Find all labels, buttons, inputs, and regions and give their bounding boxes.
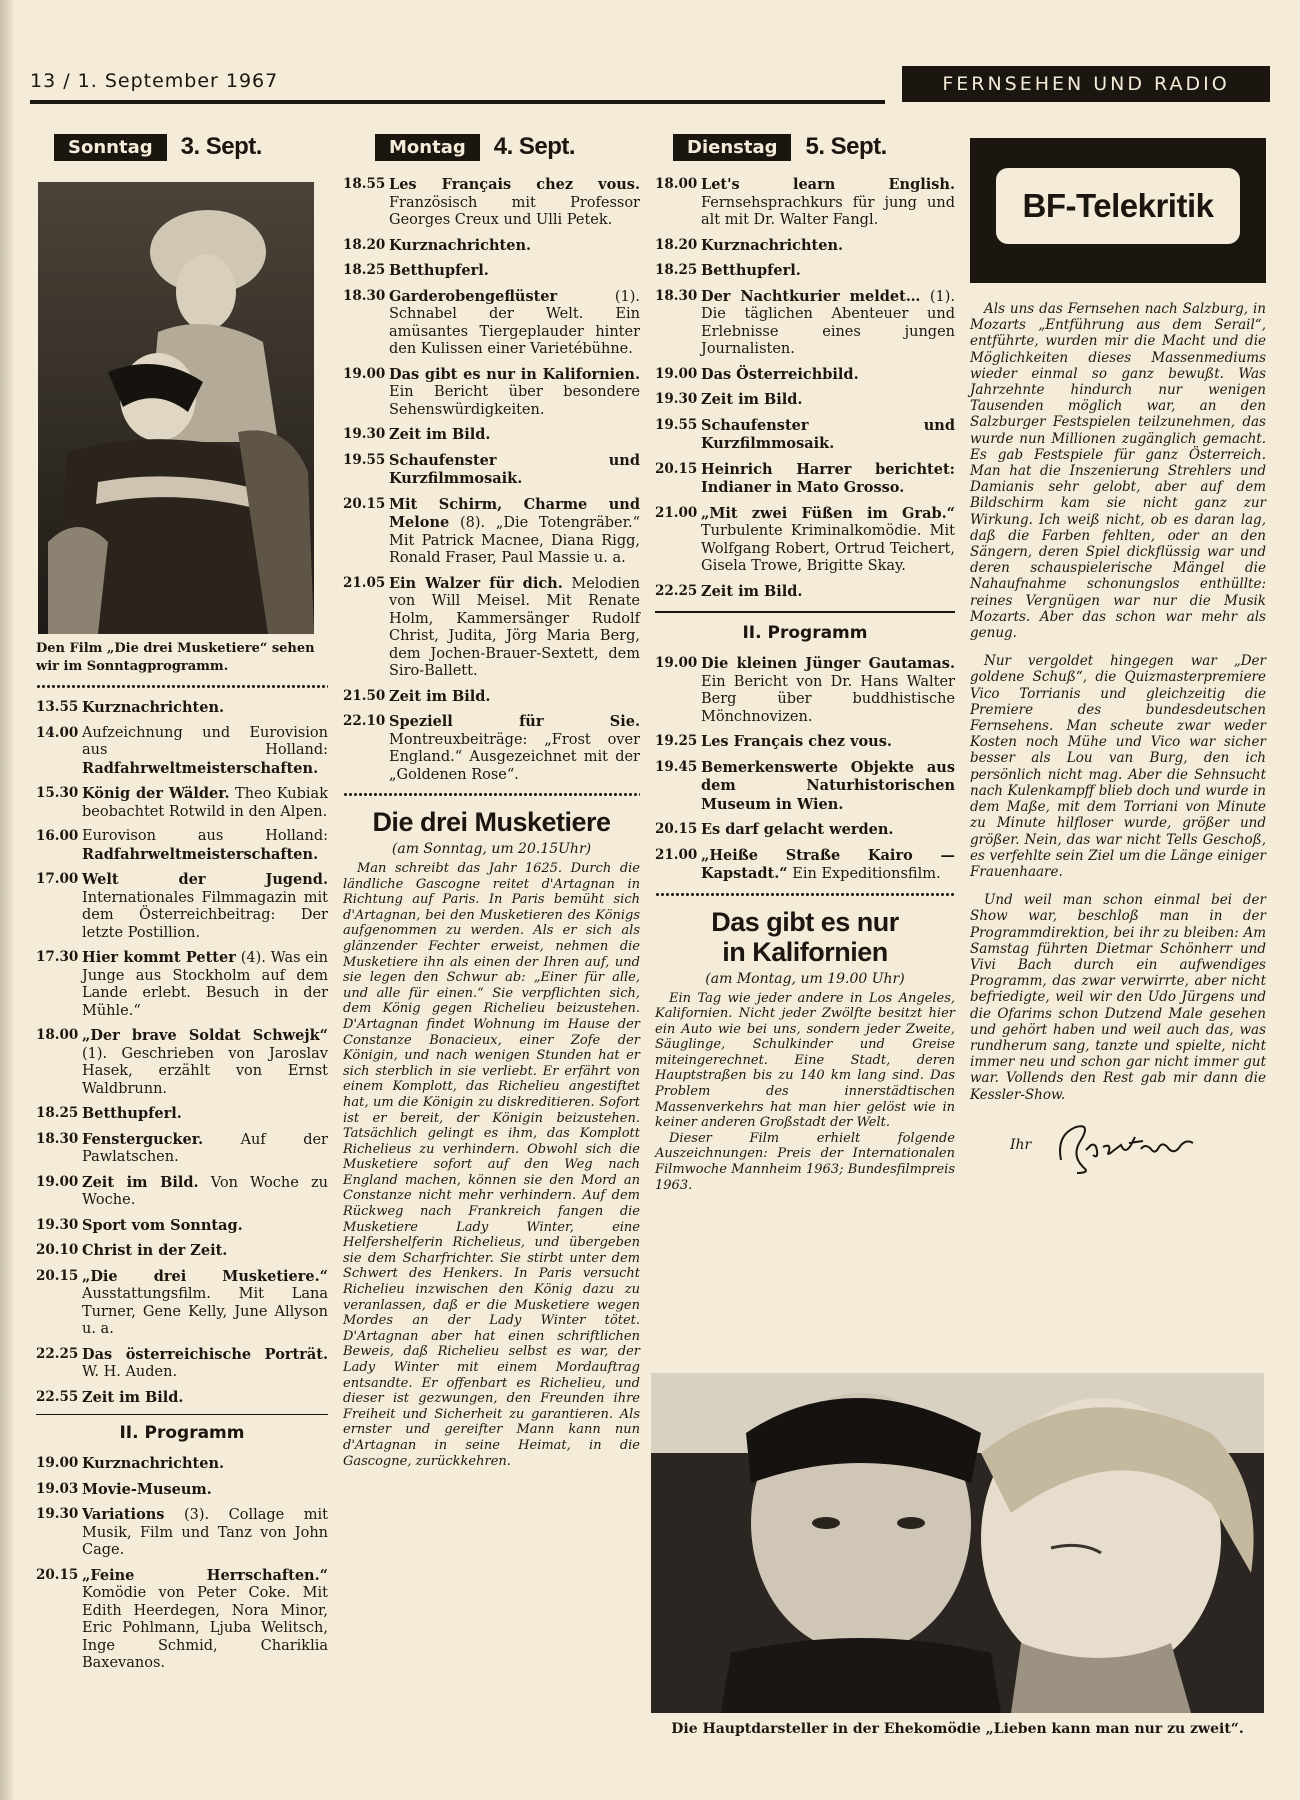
program-text: Aufzeichnung und Eurovision aus Holland:	[82, 724, 328, 758]
program-item	[655, 176, 955, 230]
divider	[655, 611, 955, 613]
program-title: Kurznachrichten.	[389, 236, 532, 254]
program-description	[389, 575, 640, 681]
program-description	[82, 699, 328, 718]
program-time: 18.25	[343, 262, 386, 278]
program-description	[701, 583, 955, 602]
day-label: Montag	[375, 134, 480, 161]
program-time: 18.00	[655, 176, 698, 192]
sunday-column	[36, 130, 328, 1680]
program-description	[389, 452, 640, 489]
program-description	[701, 847, 955, 884]
program-title: Schaufenster und Kurzfilmmosaik.	[701, 416, 955, 452]
program-text: Turbulente Kriminalkomödie. Mit Wolfgang Robert, Ortrud Teichert, Gisela Trowe, Brigitte Skay.	[701, 523, 955, 574]
program-time: 21.05	[343, 574, 386, 591]
photo-caption: Den Film „Die drei Musketiere“ sehen wir im Sonntagprogramm.	[36, 641, 315, 674]
program-time: 19.00	[655, 655, 698, 671]
program-item	[36, 1105, 328, 1124]
program-text: Komödie von Peter Coke. Mit Edith Heerdegen, Nora Minor, Eric Pohlmann, Ljuba Welitsch, Inge Schmid, Chariklia Baxevanos.	[82, 1585, 328, 1671]
program2-heading: II. Programm	[119, 1423, 245, 1443]
program-item	[655, 262, 955, 281]
tuesday-program2-list	[655, 655, 955, 884]
program-text: Montreuxbeiträge: „Frost over England.“ Ausgezeichnet mit der „Goldenen Rose“.	[389, 731, 640, 783]
page-number-date: 13 / 1. September 1967	[30, 70, 279, 92]
program-description	[389, 237, 640, 256]
program-title: Zeit im Bild.	[82, 1173, 199, 1191]
program-time: 20.15	[655, 460, 698, 477]
program-title: Fenstergucker.	[82, 1130, 204, 1148]
program-description	[82, 1506, 328, 1560]
divider	[36, 1414, 328, 1415]
program-description	[389, 688, 640, 707]
program-title: Zeit im Bild.	[389, 687, 491, 705]
program-item	[655, 461, 955, 498]
program-time: 19.00	[36, 1455, 79, 1471]
program-description	[701, 417, 955, 454]
program-item	[343, 452, 640, 489]
program-text: Von Woche zu Woche.	[82, 1174, 328, 1208]
program-time: 18.30	[655, 287, 698, 304]
program-item	[343, 496, 640, 568]
program-item	[343, 366, 640, 420]
paragraph: Und weil man schon einmal bei der Show war, beschloß man in der Programmdirektion, bei ihr zu bleiben: Am Samstag führten Dietmar Schönherr und Vivi Bach durch ein aufwendiges Programm, das zwar verwirrte, aber nicht befriedigte, weil wir den Udo Jürgens und die Ofarims schon Dutzend Male gesehen und gehört haben und weil auch das, was rundherum sang, tanzte und spielte, nicht immer neu und schon gar nicht immer gut war. Vollends den Rest gab mir dann die Kessler-Show.	[970, 892, 1266, 1103]
program-title: Variations	[82, 1506, 165, 1523]
program-item	[36, 699, 328, 718]
program-description	[82, 1389, 328, 1408]
program-description	[82, 1567, 328, 1673]
program-time: 19.00	[343, 365, 386, 382]
program-description	[82, 785, 328, 821]
program-time: 18.25	[36, 1105, 79, 1121]
program-text: (1). Die täglichen Abenteuer und Erlebnisse eines jungen Journalisten.	[701, 288, 955, 357]
program-text: Theo Kubiak beobachtet Rotwild in den Alpen.	[82, 786, 328, 820]
program-time: 19.00	[655, 365, 698, 382]
program-item	[343, 262, 640, 281]
program-title: „Der brave Soldat Schwejk“	[82, 1027, 328, 1044]
program-title: Movie-Museum.	[82, 1480, 212, 1498]
program-description	[82, 1027, 328, 1098]
program-time: 16.00	[36, 828, 79, 844]
program-title: Zeit im Bild.	[701, 582, 803, 600]
program-item	[655, 583, 955, 602]
program-item	[36, 1455, 328, 1474]
program-title: Betthupferl.	[82, 1105, 182, 1122]
program-time: 22.25	[655, 582, 698, 599]
program-title: Garderobengeflüster	[389, 287, 558, 305]
critique-text	[970, 301, 1266, 1103]
film-still-image	[651, 1373, 1264, 1713]
signature-prefix: Ihr	[1010, 1136, 1032, 1153]
monday-heading	[343, 130, 640, 164]
program2-heading: II. Programm	[742, 623, 868, 643]
program-item	[36, 725, 328, 779]
program-time: 17.00	[36, 871, 79, 887]
program-description	[701, 176, 955, 230]
program-item	[655, 288, 955, 359]
program-text: Ein Expeditionsfilm.	[787, 866, 941, 882]
program-title: Les Français chez vous.	[701, 733, 892, 750]
program-item	[36, 785, 328, 821]
sunday-program2-list	[36, 1455, 328, 1673]
tuesday-program-list	[655, 176, 955, 601]
program-item	[36, 1217, 328, 1236]
program-text: (1). Geschrieben von Jaroslav Hasek, erzählt von Ernst Waldbrunn.	[82, 1045, 328, 1097]
program-title: Sport vom Sonntag.	[82, 1216, 243, 1234]
program-time: 20.15	[343, 495, 386, 512]
paragraph: Dieser Film erhielt folgende Auszeichnungen: Preis der Internationalen Filmwoche Mannheim 1963; Bundesfilmpreis 1963.	[655, 1130, 955, 1193]
program-text: Melodien von Will Meisel. Mit Renate Holm, Kammersänger Rudolf Christ, Judita, Jörg Maria Berg, dem Jochen-Brauer-Sextett, dem Siro-Ballett.	[389, 575, 640, 679]
day-date: 4. Sept.	[493, 133, 576, 160]
program-title: Zeit im Bild.	[701, 391, 803, 408]
program-item	[36, 1567, 328, 1673]
program-text: Eurovison aus Holland:	[82, 828, 328, 844]
program-item	[343, 713, 640, 784]
program-description	[701, 759, 955, 815]
program-item	[343, 688, 640, 707]
program-description	[82, 949, 328, 1020]
program-title: „Mit zwei Füßen im Grab.“	[701, 504, 955, 522]
program-title: Betthupferl.	[389, 262, 489, 279]
program-description	[701, 461, 955, 498]
day-label: Sonntag	[54, 134, 167, 161]
article-title: Die drei Musketiere	[372, 807, 611, 837]
program-time: 19.25	[655, 733, 698, 749]
couple-photo	[651, 1373, 1264, 1713]
critique-title-box	[970, 138, 1266, 283]
program-text: (4). Was ein Junge aus Stockholm auf dem Lande erlebt. Besuch in der Mühle.“	[82, 950, 328, 1019]
program-description	[389, 713, 640, 784]
program-title: „Die drei Musketiere.“	[82, 1267, 328, 1285]
program-description	[701, 391, 955, 410]
program-time: 19.30	[36, 1216, 79, 1233]
program-time: 19.30	[655, 391, 698, 407]
program-title: Bemerkenswerte Objekte aus dem Naturhistorischen Museum in Wien.	[701, 758, 955, 813]
program-title: Es darf gelacht werden.	[701, 821, 894, 838]
sunday-program-list	[36, 699, 328, 1407]
program-title: Speziell für Sie.	[389, 713, 640, 730]
signature-block	[970, 1115, 1266, 1175]
photo-caption: Die Hauptdarsteller in der Ehekomödie „Lieben kann man nur zu zweit“.	[671, 1721, 1244, 1737]
monday-program-list	[343, 176, 640, 784]
monday-column	[343, 130, 640, 1469]
critique-title: BF-Telekritik	[996, 168, 1240, 244]
tuesday-heading	[655, 130, 955, 164]
program-item	[343, 575, 640, 681]
program-title: „Feine Herrschaften.“	[82, 1566, 328, 1584]
program-item	[655, 847, 955, 884]
day-date: 5. Sept.	[805, 133, 887, 160]
program-title: Kurznachrichten.	[701, 236, 844, 254]
program-description	[389, 426, 640, 445]
program-time: 20.15	[655, 821, 698, 837]
article-title: Das gibt es nur in Kalifornien	[711, 906, 899, 967]
program-description	[701, 655, 955, 726]
program-time: 18.00	[36, 1027, 79, 1043]
program-title: Das österreichische Porträt.	[82, 1345, 328, 1363]
program-description	[389, 288, 640, 359]
paragraph: Als uns das Fernsehen nach Salzburg, in Mozarts „Entführung aus dem Serail“, entführte, wurden mir die Macht und die Möglichkeiten dieses Massenmediums wieder einmal so ganz bewußt. Was Jahrzehnte hindurch nur wenigen Tausenden möglich war, an den Salzburger Festspielen teilzunehmen, das wurde nun Millionen zugänglich gemacht. Es gab Festspiele für ganz Österreich. Man hat die Inszenierung Strehlers und Damianis sehr gelobt, aber auf dem Bildschirm kam sie nicht ganz zur Wirkung. Ich weiß nicht, ob es daran lag, daß die Farben fehlten, oder an den Sängern, deren Spiel dickflüssig war und deren schauspielerische Mängel die Nahaufnahme schonungslos enthüllte: reines Vergnügen war nur die Musik Mozarts. Aber das schon war mehr als genug.	[970, 301, 1266, 642]
program-item	[655, 821, 955, 840]
program-description	[82, 1105, 328, 1124]
program-item	[343, 237, 640, 256]
program-text: (8). „Die Totengräber.“ Mit Patrick Macnee, Diana Rigg, Ronald Fraser, Paul Massie u. a.	[389, 515, 640, 566]
program-item	[655, 391, 955, 410]
program-text: Ein Bericht von Dr. Hans Walter Berg über buddhistische Mönchnovizen.	[701, 673, 955, 725]
program-time: 21.00	[655, 504, 698, 521]
program-title: Christ in der Zeit.	[82, 1242, 228, 1259]
program-time: 19.55	[343, 451, 386, 468]
program-description	[82, 1455, 328, 1474]
page-header	[30, 66, 1270, 106]
tuesday-column	[655, 130, 955, 1193]
program-text: Auf der Pawlatschen.	[82, 1131, 328, 1165]
program-time: 13.55	[36, 699, 79, 715]
program-time: 19.00	[36, 1173, 79, 1190]
program-item	[36, 949, 328, 1020]
paragraph: Ein Tag wie jeder andere in Los Angeles, Kalifornien. Nicht jeder Zwölfte besitzt hier ein Auto wie bei uns, sondern jeder Zweite, Säuglinge, Schulkinder und Greise miteingerechnet. Eine Stadt, deren Hauptstraßen bis zu 140 km lang sind. Das Problem des innerstädtischen Massenverkehrs hat man hier gelöst wie in keiner anderen Großstadt der Welt.	[655, 990, 955, 1131]
program-description	[701, 366, 955, 385]
article-body	[655, 991, 955, 1194]
program-text: Fernsehsprachkurs für jung und alt mit Dr. Walter Fangl.	[701, 194, 955, 228]
program-item	[36, 1506, 328, 1560]
program-item	[36, 828, 328, 864]
program-item	[343, 176, 640, 230]
program-title: Betthupferl.	[701, 262, 801, 279]
program-time: 21.00	[655, 846, 698, 863]
program-title: Das Österreichbild.	[701, 365, 859, 383]
program-item	[343, 288, 640, 359]
program-time: 15.30	[36, 785, 79, 801]
program-description	[82, 1174, 328, 1210]
paragraph: Nur vergoldet hingegen war „Der goldene Schuß“, die Quizmasterpremiere Vico Torrianis und gleichzeitig die Premiere des bundesdeutschen Fernsehens. Man scheute zwar weder Kosten noch Mühe und Vico war sicher besser als Lou van Burg, den ich persönlich nicht mag. Aber die Sehnsucht nach Kulenkampff blieb doch und wurde in dem Maße, mit dem Torriani von Minute zu Minute hilfloser wurde, größer und größer. Nein, das war nicht Tells Geschoß, es verfehlte sein Ziel um die Länge einiger Frauenhaare.	[970, 653, 1266, 880]
program-item	[36, 1131, 328, 1167]
article-subtitle: (am Sonntag, um 20.15Uhr)	[391, 841, 592, 857]
program-title: Let's learn English.	[701, 176, 955, 193]
paper-edge	[0, 0, 14, 1800]
program-text: (1). Schnabel der Welt. Ein amüsantes Tiergeplauder hinter den Kulissen einer Varietébühne.	[389, 288, 640, 357]
program-item	[36, 1389, 328, 1408]
program-description	[701, 505, 955, 576]
program-item	[343, 426, 640, 445]
dotted-divider	[36, 684, 328, 689]
program-description	[701, 821, 955, 840]
program-item	[36, 1346, 328, 1382]
program-title: Les Français chez vous.	[389, 176, 640, 193]
program-time: 18.20	[343, 236, 386, 253]
program-time: 18.30	[343, 287, 386, 304]
program-time: 20.15	[36, 1267, 79, 1284]
program-description	[389, 176, 640, 230]
program-time: 19.30	[36, 1506, 79, 1522]
program-description	[82, 828, 328, 864]
program-description	[82, 1481, 328, 1500]
program-title: Zeit im Bild.	[82, 1388, 184, 1406]
article-subtitle: (am Montag, um 19.00 Uhr)	[705, 970, 905, 987]
program-item	[655, 366, 955, 385]
program-description	[82, 871, 328, 942]
program-title: Zeit im Bild.	[389, 426, 491, 443]
program-title: König der Wälder.	[82, 785, 230, 802]
program-title: Mit Schirm, Charme und Melone	[389, 495, 640, 531]
program-text: Ein Bericht über besondere Sehenswürdigkeiten.	[389, 384, 640, 418]
program-time: 18.20	[655, 236, 698, 253]
dotted-divider	[343, 792, 640, 797]
dotted-divider	[655, 892, 955, 897]
program-time: 17.30	[36, 949, 79, 965]
program-item	[655, 733, 955, 752]
program-description	[701, 237, 955, 256]
program-item	[36, 1268, 328, 1339]
film-still-image	[38, 182, 314, 634]
program-time: 18.55	[343, 176, 386, 192]
program-time: 22.55	[36, 1388, 79, 1405]
program-title: Der Nachtkurier meldet…	[701, 287, 921, 305]
program-item	[36, 1242, 328, 1261]
musketeers-photo	[38, 182, 314, 634]
program-title: Welt der Jugend.	[82, 871, 328, 888]
program-item	[655, 505, 955, 576]
program-description	[701, 262, 955, 281]
program-time: 19.45	[655, 758, 698, 775]
program-time: 20.10	[36, 1242, 79, 1258]
section-title: FERNSEHEN UND RADIO	[902, 66, 1270, 102]
header-rule	[30, 100, 885, 104]
program-description	[82, 1346, 328, 1382]
program-time: 19.30	[343, 426, 386, 442]
program-title: „Heiße Straße Kairo — Kapstadt.“	[701, 846, 955, 882]
program-item	[36, 1481, 328, 1500]
program-time: 19.03	[36, 1480, 79, 1497]
paragraph: Man schreibt das Jahr 1625. Durch die ländliche Gascogne reitet d'Artagnan in Richtung auf Paris. In Paris bemüht sich d'Artagnan, bei den Musketieren des Königs aufgenommen zu werden. Als er sich als glänzender Fechter erweist, nehmen die Musketiere ihn als einen der Ihren auf, und sie legen den Schwur ab: „Einer für alle, und alle für einen.“ Sie verpflichten sich, dem König gegen Richelieu beizustehen. D'Artagnan findet Wohnung im Hause der Constanze Bonacieux, einer Zofe der Königin, und nach wenigen Stunden hat er sich sterblich in sie verliebt. Er erfährt von einem Komplott, das Richelieu angestiftet hat, um die Königin zu diskreditieren. Sofort ist er bereit, der Königin beizustehen. Tatsächlich gelingt es ihm, das Komplott Richelieus zu verhindern. Obwohl sich die Musketiere sofort auf den Weg nach England machen, können sie den Mord an Constanze nicht mehr verhindern. Auf dem Rückweg nach Frankreich fangen die Musketiere Lady Winter, eine Helfershelferin Richelieus, und übergeben sie dem Scharfrichter. Sie stirbt unter dem Schwert des Henkers. In Paris versucht Richelieu inzwischen den König dazu zu veranlassen, daß er die Musketiere wegen Mordes an der Lady Winter tötet. D'Artagnan aber hat einen schriftlichen Beweis, daß Richelieu selbst es war, der Lady Winter mit einem Mordauftrag entsandte. Er offenbart es Richelieu, und dieser ist gezwungen, den Freunden ihre Freiheit und Sicherheit zu garantieren. Als ernster und gereifter Mann kann nun d'Artagnan in seine Heimat, in die Gascogne, zurückkehren.	[343, 861, 640, 1469]
program-time: 18.25	[655, 262, 698, 278]
program-description	[82, 1242, 328, 1261]
program-item	[36, 1174, 328, 1210]
program-time: 19.55	[655, 416, 698, 433]
program-item	[655, 237, 955, 256]
program-title: Kurznachrichten.	[82, 699, 225, 716]
program-item	[655, 759, 955, 815]
program-item	[655, 655, 955, 726]
program-title: Radfahrweltmeisterschaften.	[82, 845, 319, 863]
program-title: Heinrich Harrer berichtet: Indianer in Mato Grosso.	[701, 460, 955, 496]
program-description	[82, 1268, 328, 1339]
article-body	[343, 861, 640, 1469]
program-title: Radfahrweltmeisterschaften.	[82, 759, 319, 777]
program-text: Französisch mit Professor Georges Creux und Ulli Petek.	[389, 194, 640, 228]
program-time: 22.25	[36, 1345, 79, 1362]
program-description	[701, 288, 955, 359]
program-description	[82, 1217, 328, 1236]
program-item	[36, 1027, 328, 1098]
program-time: 22.10	[343, 713, 386, 729]
program-title: Das gibt es nur in Kalifornien.	[389, 365, 640, 383]
day-date: 3. Sept.	[180, 133, 262, 160]
program-time: 14.00	[36, 724, 79, 741]
program-description	[389, 496, 640, 568]
program-time: 20.15	[36, 1566, 79, 1583]
program-description	[82, 1131, 328, 1167]
program-text: W. H. Auden.	[82, 1364, 178, 1380]
program-text: Ausstattungsfilm. Mit Lana Turner, Gene Kelly, June Allyson u. a.	[82, 1286, 328, 1337]
program-title: Hier kommt Petter	[82, 949, 236, 966]
program-description	[389, 366, 640, 420]
program-title: Ein Walzer für dich.	[389, 574, 563, 592]
program-item	[36, 871, 328, 942]
program-title: Kurznachrichten.	[82, 1455, 225, 1472]
program-title: Schaufenster und Kurzfilmmosaik.	[389, 451, 640, 487]
program-description	[82, 725, 328, 779]
program-text: (3). Collage mit Musik, Film und Tanz von John Cage.	[82, 1507, 328, 1558]
program-item	[655, 417, 955, 454]
program-title: Die kleinen Jünger Gautamas.	[701, 655, 955, 672]
signature-icon	[1051, 1115, 1201, 1175]
program-time: 21.50	[343, 687, 386, 704]
sunday-heading	[36, 130, 328, 164]
program-description	[701, 733, 955, 752]
program-time: 18.30	[36, 1130, 79, 1147]
critique-column	[970, 130, 1266, 1175]
program-description	[389, 262, 640, 281]
program-text: Internationales Filmmagazin mit dem Österreichbeitrag: Der letzte Postillion.	[82, 889, 328, 941]
day-label: Dienstag	[673, 134, 791, 161]
